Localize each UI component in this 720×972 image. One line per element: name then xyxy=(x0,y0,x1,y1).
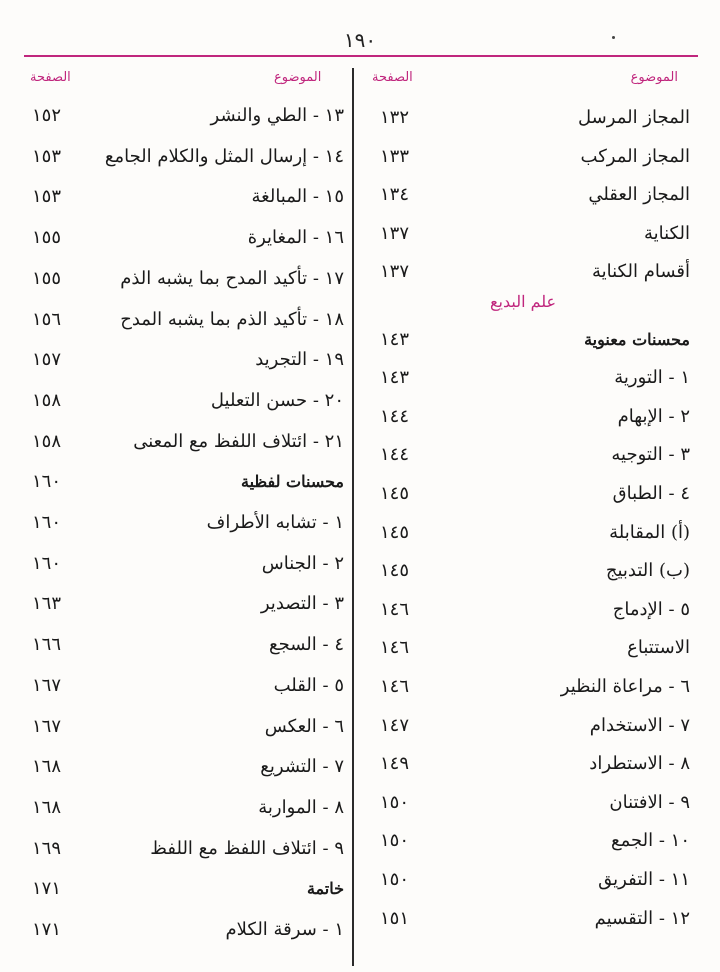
toc-page-number: ١٤٦ xyxy=(380,598,410,620)
toc-entry[interactable] xyxy=(24,752,344,782)
toc-entry[interactable] xyxy=(360,711,690,741)
toc-page-number: ١٥٢ xyxy=(32,105,62,126)
toc-page-number: ١٣٢ xyxy=(380,107,410,128)
column-divider xyxy=(352,68,354,966)
toc-entry[interactable] xyxy=(360,325,690,355)
toc-topic: ٢١ - ائتلاف اللفظ مع المعنى xyxy=(133,430,344,452)
toc-page-number: ١٣٣ xyxy=(380,145,410,167)
toc-page-number: ١٥٦ xyxy=(32,308,62,330)
toc-entry[interactable] xyxy=(360,180,690,210)
toc-topic: الاستتباع xyxy=(627,637,690,659)
toc-topic: ١ - التورية xyxy=(614,367,690,389)
toc-topic: ١٠ - الجمع xyxy=(611,830,690,852)
toc-topic: المجاز العقلي xyxy=(588,184,690,206)
toc-topic: الكناية xyxy=(643,222,690,244)
toc-page-number: ١٦٠ xyxy=(32,512,62,533)
toc-entry[interactable] xyxy=(24,671,344,701)
toc-page-number: ١٦٧ xyxy=(32,674,62,696)
toc-topic: ٧ - الاستخدام xyxy=(589,714,690,736)
toc-entry[interactable] xyxy=(24,834,344,864)
toc-topic: ١ - سرقة الكلام xyxy=(225,919,344,940)
toc-page-number: ١٤٩ xyxy=(380,753,410,775)
toc-page-number: ١٣٧ xyxy=(380,222,410,244)
toc-topic: ١٤ - إرسال المثل والكلام الجامع xyxy=(104,145,344,167)
toc-topic: ٢٠ - حسن التعليل xyxy=(210,389,344,411)
toc-page-number: ١٤٣ xyxy=(380,328,410,350)
toc-entry[interactable] xyxy=(360,749,690,779)
toc-page-number: ١٦٣ xyxy=(32,593,62,615)
toc-page-number: ١٤٥ xyxy=(380,483,410,504)
toc-topic: محسنات لفظية xyxy=(240,472,344,492)
toc-entry[interactable] xyxy=(24,712,344,742)
toc-entry[interactable] xyxy=(360,904,690,934)
toc-entry[interactable] xyxy=(360,633,690,663)
toc-page-number: ١٥٥ xyxy=(32,227,62,249)
toc-entry[interactable] xyxy=(360,788,690,818)
toc-page-number: ١٦٦ xyxy=(32,634,62,656)
toc-entry[interactable] xyxy=(360,103,690,133)
toc-topic: ٥ - القلب xyxy=(273,674,344,696)
toc-entry[interactable] xyxy=(360,402,690,432)
toc-topic: ٩ - الافتنان xyxy=(609,791,690,813)
toc-topic: خاتمة xyxy=(306,879,344,899)
toc-topic: ١ - تشابه الأطراف xyxy=(206,512,344,533)
toc-entry[interactable] xyxy=(24,264,344,294)
toc-topic: ١٥ - المبالغة xyxy=(251,186,344,208)
right-topic-header: الموضوع xyxy=(630,70,678,85)
toc-entry[interactable] xyxy=(24,793,344,823)
toc-entry[interactable] xyxy=(360,556,690,586)
toc-page-number: ١٤٥ xyxy=(380,521,410,543)
toc-entry[interactable] xyxy=(24,142,344,172)
toc-entry[interactable] xyxy=(360,257,690,287)
toc-entry[interactable] xyxy=(24,101,344,131)
toc-topic: ١٦ - المغايرة xyxy=(247,227,344,249)
toc-page-number: ١٤٦ xyxy=(380,637,410,659)
toc-entry[interactable] xyxy=(24,182,344,212)
toc-page-number: ١٥١ xyxy=(380,907,410,929)
left-topic-header: الموضوع xyxy=(274,70,322,85)
page-number: ١٩٠ xyxy=(343,28,377,52)
toc-page-number: ١٥٥ xyxy=(32,267,62,289)
toc-entry[interactable] xyxy=(24,386,344,416)
toc-page-number: ١٦٧ xyxy=(32,715,62,737)
toc-entry[interactable] xyxy=(24,589,344,619)
toc-topic: ٦ - العكس xyxy=(264,715,344,737)
toc-page-number: ١٥٨ xyxy=(32,430,62,452)
toc-entry[interactable] xyxy=(24,223,344,253)
toc-page-number: ١٥٠ xyxy=(380,869,410,890)
toc-topic: أقسام الكناية xyxy=(591,261,690,283)
toc-topic: ١٩ - التجريد xyxy=(255,349,344,371)
toc-page-number: ١٦٩ xyxy=(32,837,62,859)
toc-entry[interactable] xyxy=(360,479,690,509)
toc-topic: ٨ - الاستطراد xyxy=(589,753,690,775)
toc-page-number: ١٧١ xyxy=(32,919,62,940)
toc-entry[interactable] xyxy=(24,508,344,538)
toc-entry[interactable] xyxy=(360,826,690,856)
toc-page-number: ١٤٥ xyxy=(380,560,410,582)
toc-entry[interactable] xyxy=(360,865,690,895)
toc-entry[interactable] xyxy=(360,672,690,702)
toc-entry[interactable] xyxy=(360,518,690,548)
toc-entry[interactable] xyxy=(360,363,690,393)
toc-page-number: ١٤٣ xyxy=(380,367,410,389)
toc-page-number: ١٥٠ xyxy=(380,830,410,852)
toc-topic: (أ) المقابلة xyxy=(609,521,690,543)
toc-entry[interactable] xyxy=(24,874,344,904)
toc-topic: ١٢ - التقسيم xyxy=(594,907,690,929)
toc-topic: المجاز المركب xyxy=(580,145,690,167)
toc-entry[interactable] xyxy=(360,142,690,172)
toc-page-number: ١٤٤ xyxy=(380,444,410,466)
toc-topic: ٣ - التوجيه xyxy=(611,444,690,466)
toc-topic: ٢ - الإبهام xyxy=(617,405,690,427)
toc-page-number: ١٥٠ xyxy=(380,791,410,813)
toc-topic: ٨ - المواربة xyxy=(258,796,344,818)
toc-page-number: ١٤٧ xyxy=(380,714,410,736)
toc-topic: محسنات معنوية xyxy=(584,329,690,349)
toc-entry[interactable] xyxy=(360,595,690,625)
toc-page-number: ١٣٤ xyxy=(380,184,410,206)
toc-page-number: ١٦٠ xyxy=(32,552,62,574)
toc-page-number: ١٦٨ xyxy=(32,796,62,818)
section-title: علم البديع xyxy=(490,292,557,311)
toc-entry[interactable] xyxy=(360,440,690,470)
toc-page-number: ١٥٣ xyxy=(32,186,62,208)
header-rule xyxy=(24,55,698,57)
toc-page-number: ١٤٦ xyxy=(380,676,410,697)
toc-entry[interactable] xyxy=(360,219,690,249)
toc-topic: ٦ - مراعاة النظير xyxy=(560,676,690,697)
toc-page-number: ١٤٤ xyxy=(380,405,410,427)
right-page-header: الصفحة xyxy=(372,70,413,85)
toc-topic: ٥ - الإدماج xyxy=(612,598,690,620)
toc-topic: ٣ - التصدير xyxy=(260,593,344,615)
toc-page-number: ١٦٠ xyxy=(32,471,62,493)
toc-entry[interactable] xyxy=(24,915,344,945)
toc-entry[interactable] xyxy=(24,427,344,457)
toc-topic: ١٨ - تأكيد الذم بما يشبه المدح xyxy=(120,308,344,330)
toc-topic: ٤ - السجع xyxy=(269,634,344,656)
toc-topic: ٢ - الجناس xyxy=(261,552,344,574)
toc-entry[interactable] xyxy=(24,549,344,579)
toc-entry[interactable] xyxy=(24,630,344,660)
toc-entry[interactable] xyxy=(24,345,344,375)
toc-entry[interactable] xyxy=(24,467,344,497)
toc-topic: (ب) التدبيج xyxy=(605,560,690,582)
toc-page-number: ١٣٧ xyxy=(380,261,410,283)
toc-topic: ١٣ - الطي والنشر xyxy=(210,105,344,126)
toc-topic: ٩ - ائتلاف اللفظ مع اللفظ xyxy=(150,837,344,859)
toc-page-number: ١٥٣ xyxy=(32,145,62,167)
toc-topic: ١١ - التفريق xyxy=(598,869,690,890)
decorative-dot xyxy=(612,36,615,39)
toc-page-number: ١٦٨ xyxy=(32,756,62,778)
toc-topic: ٧ - التشريع xyxy=(260,756,344,778)
toc-page-number: ١٥٨ xyxy=(32,389,62,411)
toc-page-number: ١٧١ xyxy=(32,878,62,900)
toc-entry[interactable] xyxy=(24,305,344,335)
toc-page-number: ١٥٧ xyxy=(32,349,62,371)
toc-topic: ١٧ - تأكيد المدح بما يشبه الذم xyxy=(120,267,344,289)
left-page-header: الصفحة xyxy=(30,70,71,85)
toc-topic: المجاز المرسل xyxy=(578,107,690,128)
toc-topic: ٤ - الطباق xyxy=(612,483,690,504)
